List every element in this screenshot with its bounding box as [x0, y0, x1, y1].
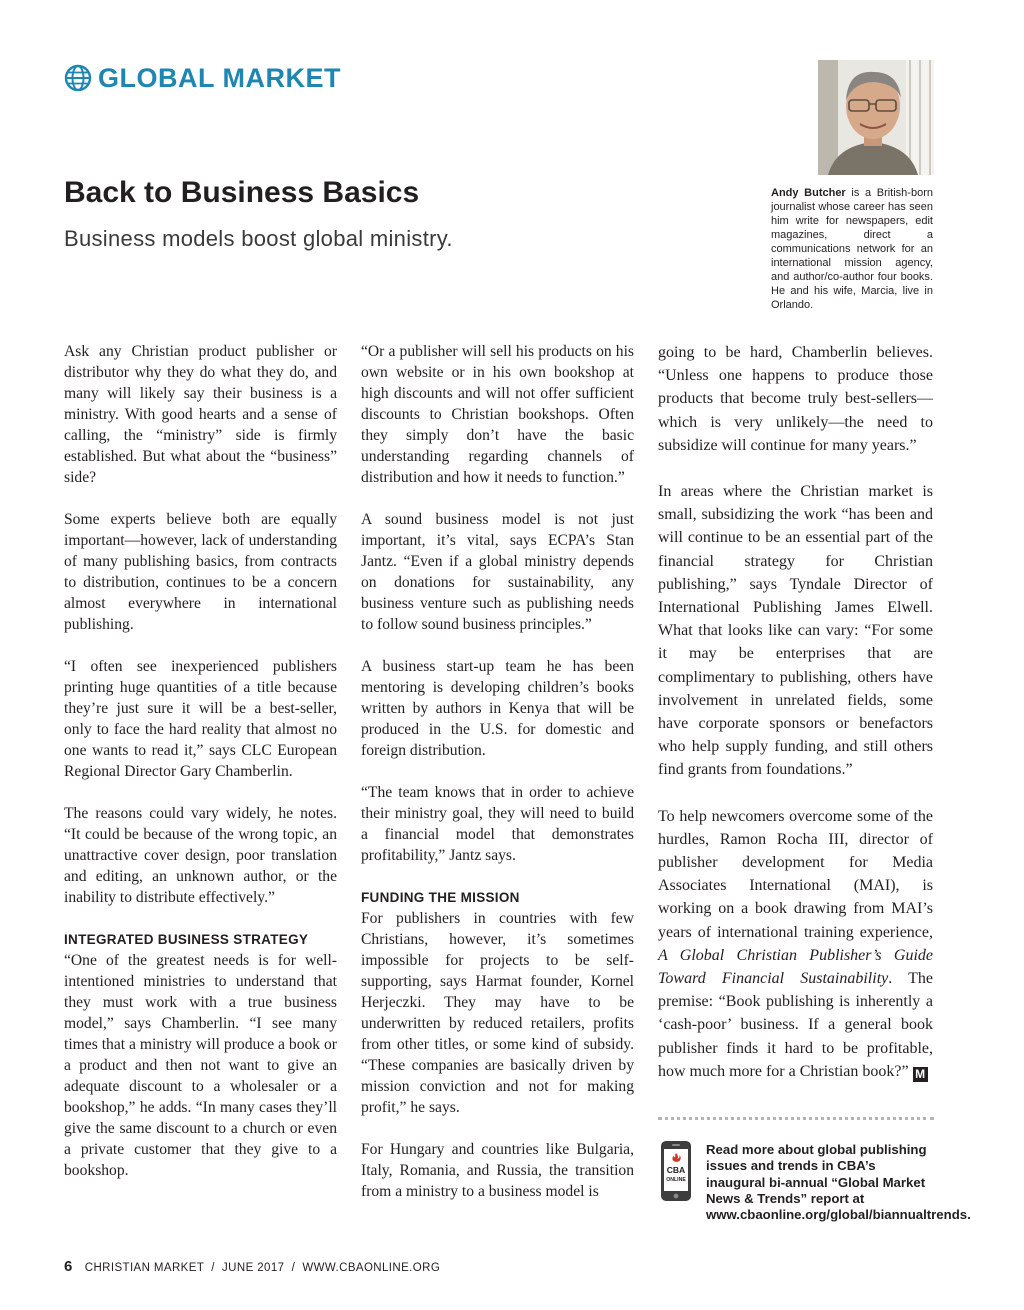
- page-footer: [64, 1258, 440, 1275]
- article-column-1: [64, 341, 337, 1202]
- paragraph: going to be hard, Chamberlin believes. “Unless one happens to produce those products that become truly best-sellers—which is very unlikely—the need to subsidize will continue for many years.”: [658, 344, 933, 454]
- page-number: 6: [64, 1258, 73, 1275]
- author-bio: [771, 186, 933, 312]
- article-column-2: [361, 341, 634, 1223]
- paragraph: Ask any Christian product publisher or distributor why they do what they do, and many will likely say their business is a ministry. With good hearts and a sense of calling, the “ministry” side is firmly established. But what about the “business” side?: [64, 343, 337, 486]
- paragraph: Some experts believe both are equally important—however, lack of understanding of many publishing basics, from contracts to distribution, continues to be a concern almost everywhere in international publishing.: [64, 511, 337, 633]
- globe-icon: [64, 64, 92, 92]
- author-bio-text: is a British-born journalist whose career has seen him write for newspapers, edit magazines, direct a communications network for an international mission agency, and author/co-author four books. He and his wife, Marcia, live in Orlando.: [771, 187, 933, 311]
- author-name: Andy Butcher: [771, 187, 846, 199]
- dotted-divider: [658, 1117, 934, 1120]
- paragraph: A sound business model is not just important, it’s vital, says ECPA’s Stan Jantz. “Even if a global ministry depends on donations for sustainability, any business venture such as publishing needs to follow sound business principles.”: [361, 511, 634, 633]
- section-subhead-funding-the-mission: FUNDING THE MISSION: [361, 890, 520, 905]
- paragraph: For Hungary and countries like Bulgaria, Italy, Romania, and Russia, the transition from a ministry to a business model is: [361, 1141, 634, 1200]
- section-title: GLOBAL MARKET: [98, 62, 341, 93]
- phone-label-online: ONLINE: [666, 1177, 686, 1183]
- author-photo: [818, 60, 934, 175]
- book-title: A Global Christian Publisher’s Guide Toward Financial Sustainability: [658, 946, 933, 988]
- paragraph: “Or a publisher will sell his products on his own website or in his own bookshop at high discounts and will not offer sufficient discounts to Christian bookshops. Often they simply don’t have the basic understanding regarding channels of distribution and how it needs to function.”: [361, 343, 634, 486]
- section-subhead-integrated-business-strategy: INTEGRATED BUSINESS STRATEGY: [64, 932, 309, 947]
- section-header: [64, 60, 341, 96]
- paragraph: “I often see inexperienced publishers printing huge quantities of a title because they’re just sure it will be a best-seller, only to face the hard reality that almost no one wants to read it,” says CLC European Regional Director Gary Chamberlin.: [64, 658, 337, 780]
- paragraph-text: To help newcomers overcome some of the hurdles, Ramon Rocha III, director of publisher development for Media Associates International (MAI), is working on a book drawing from MAI’s years of international training experience,: [658, 807, 933, 941]
- paragraph: For publishers in countries with few Christians, however, it’s sometimes impossible for projects to be self-supporting, says Harmat founder, Kornel Herjeczki. They may have to be underwritten by reduced retailers, profits from other titles, or some kind of subsidy. “These companies are basically driven by mission conviction and not for making profit,” he says.: [361, 910, 634, 1116]
- paragraph: [658, 805, 933, 1083]
- phone-icon: [660, 1140, 692, 1202]
- running-footer-text: CHRISTIAN MARKET / JUNE 2017 / WWW.CBAONLINE.ORG: [84, 1262, 441, 1274]
- promo-text: Read more about global publishing issues and trends in CBA’s inaugural bi-annual “Global Market News & Trends” report at www.cbaonline.org/global/biannualtrends.: [706, 1142, 971, 1223]
- paragraph: “The team knows that in order to achieve their ministry goal, they will need to build a financial model that demonstrates profitability,” Jantz says.: [361, 784, 634, 864]
- phone-label-cba: CBA: [666, 1165, 686, 1175]
- paragraph: In areas where the Christian market is small, subsidizing the work “has been and will continue to be an essential part of the financial strategy for Christian publishing,” says Tyndale Director of International Publishing James Elwell. What that looks like can vary: “For some it may be enterprises that are complimentary to publishing, others have involvement in unrelated fields, some have corporate sponsors or benefactors who help supply funding, and still others find grants from foundations.”: [658, 483, 933, 779]
- paragraph: A business start-up team he has been mentoring is developing children’s books written by authors in Kenya that will be produced in the U.S. for domestic and foreign distribution.: [361, 658, 634, 759]
- article-subhead: Business models boost global ministry.: [64, 226, 453, 251]
- article-column-3: [658, 341, 933, 1106]
- paragraph: The reasons could vary widely, he notes. “It could be because of the wrong topic, an unattractive cover design, poor translation and editing, an unknown author, or the inability to distribute effectively.”: [64, 805, 337, 906]
- paragraph: “One of the greatest needs is for well-intentioned ministries to understand that they must work with a true business model,” says Chamberlin. “I see many times that a ministry will produce a book or a product and then not want to give an adequate discount to a wholesaler or a bookshop,” he adds. “In many cases they’ll give the same discount to a church or even a private customer that they give to a bookshop.: [64, 952, 337, 1179]
- article-headline: Back to Business Basics: [64, 176, 420, 209]
- paragraph-text: . The premise: “Book publishing is inherently a ‘cash-poor’ business. If a general book publisher finds it hard to be profitable, how much more for a Christian book?”: [658, 970, 933, 1080]
- end-of-article-mark: M: [913, 1067, 928, 1082]
